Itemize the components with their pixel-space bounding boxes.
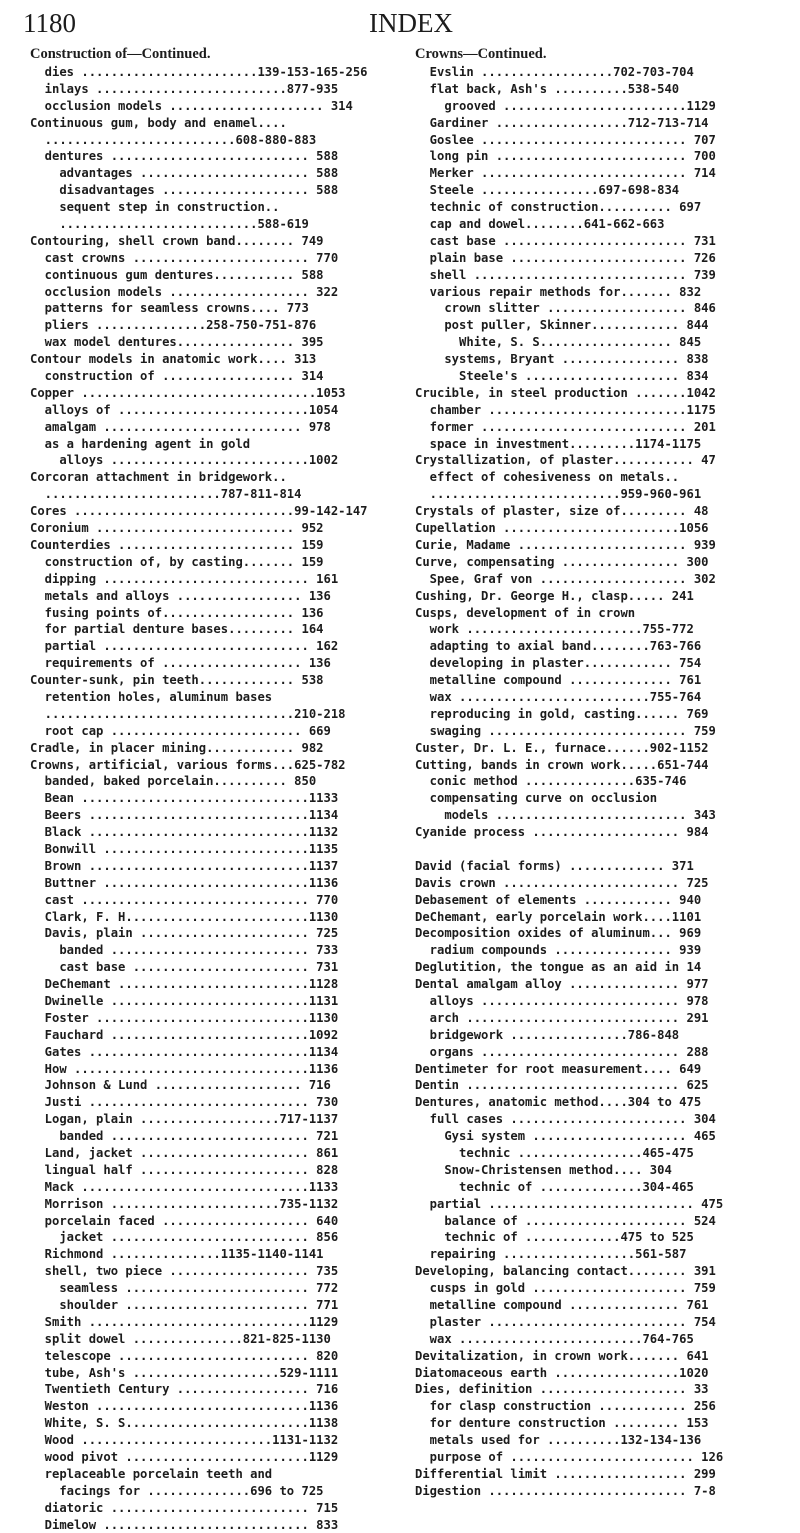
index-entry: developing in plaster............ 754 — [415, 656, 702, 671]
index-entry: bridgework ................786-848 — [415, 1027, 680, 1042]
index-entry: ..........................959-960-961 — [415, 487, 702, 502]
index-entry: models .......................... 343 — [415, 808, 716, 823]
index-entry: Gates ..............................1134 — [30, 1044, 339, 1059]
index-entry: Fauchard ...........................1092 — [30, 1027, 339, 1042]
index-entry: wood pivot .........................1129 — [30, 1450, 339, 1465]
index-entry: cast ............................... 770 — [30, 892, 339, 907]
index-entry: continuous gum dentures........... 588 — [30, 267, 324, 282]
index-entry: for clasp construction ............ 256 — [415, 1399, 716, 1414]
index-entry: flat back, Ash's ..........538-540 — [415, 81, 680, 96]
index-entry: Davis, plain ....................... 725 — [30, 926, 339, 941]
index-entry: Decomposition oxides of aluminum... 969 — [415, 926, 702, 941]
index-entry: Dies, definition .................... 33 — [415, 1382, 709, 1397]
index-entry: grooved .........................1129 — [415, 98, 716, 113]
index-entry: Merker ............................ 714 — [415, 166, 716, 181]
index-entry: Crystallization, of plaster........... 47 — [415, 453, 716, 468]
index-entry: Cusps, development of in crown — [415, 605, 636, 620]
left-column — [30, 44, 400, 1533]
index-entry: Brown ..............................1137 — [30, 858, 339, 873]
index-entry: pliers ...............258-750-751-876 — [30, 318, 317, 333]
index-entry: Contouring, shell crown band........ 749 — [30, 233, 324, 248]
index-entry: Crystals of plaster, size of......... 48 — [415, 504, 709, 519]
index-entry: Developing, balancing contact........ 391 — [415, 1264, 716, 1279]
index-entry: chamber ...........................1175 — [415, 402, 716, 417]
index-entry: Evslin ..................702-703-704 — [415, 65, 694, 79]
column-heading: Construction of—Continued. — [30, 46, 211, 62]
index-entry: sequent step in construction.. — [30, 200, 280, 215]
index-entry: Justi .............................. 730 — [30, 1095, 339, 1110]
index-entry: space in investment.........1174-1175 — [415, 436, 702, 451]
index-entry: Smith ..............................1129 — [30, 1314, 339, 1329]
index-entry: technic of .............475 to 525 — [415, 1230, 694, 1245]
index-entry: Bonwill ............................1135 — [30, 841, 339, 856]
index-entry: Contour models in anatomic work.... 313 — [30, 352, 317, 367]
index-entry: Copper ................................1053 — [30, 385, 346, 400]
page-title: INDEX — [369, 8, 453, 38]
index-entry: Mack ...............................1133 — [30, 1179, 339, 1194]
index-entry: Morrison .......................735-1132 — [30, 1196, 339, 1211]
index-entry: DeChemant ..........................1128 — [30, 977, 339, 992]
index-entry: Bean ...............................1133 — [30, 791, 339, 806]
index-entry: Cutting, bands in crown work.....651-744 — [415, 757, 709, 772]
index-entry: wax .........................764-765 — [415, 1331, 694, 1346]
index-entry: Steele's ..................... 834 — [415, 369, 709, 384]
index-entry: Richmond ...............1135-1140-1141 — [30, 1247, 324, 1262]
index-entry: technic of construction.......... 697 — [415, 200, 702, 215]
index-entry: banded ........................... 721 — [30, 1129, 339, 1144]
index-entry: reproducing in gold, casting...... 769 — [415, 706, 709, 721]
index-entry: dies ........................139-153-165-256 — [30, 65, 368, 79]
index-entry: Cupellation ........................1056 — [415, 521, 709, 536]
index-entry: wax ..........................755-764 — [415, 689, 702, 704]
index-entry: Digestion ........................... 7-8 — [415, 1483, 716, 1498]
index-entry: Weston .............................1136 — [30, 1399, 339, 1414]
index-entry: Differential limit .................. 299 — [415, 1466, 716, 1481]
index-entry: cast base ......................... 731 — [415, 233, 716, 248]
index-entry: Cores ..............................99-142-147 — [30, 504, 368, 519]
index-entry: conic method ...............635-746 — [415, 774, 687, 789]
index-entry: DeChemant, early porcelain work....1101 — [415, 909, 702, 924]
index-entry: arch ............................. 291 — [415, 1010, 709, 1025]
index-entry: Black ..............................1132 — [30, 825, 339, 840]
index-entry: Dental amalgam alloy ............... 977 — [415, 977, 709, 992]
index-entry: post puller, Skinner............ 844 — [415, 318, 709, 333]
index-entry: cusps in gold ..................... 759 — [415, 1281, 716, 1296]
index-entry: Crowns, artificial, various forms...625-782 — [30, 757, 346, 772]
index-entry: Devitalization, in crown work....... 641 — [415, 1348, 709, 1363]
index-entry: David (facial forms) ............. 371 — [415, 858, 694, 873]
index-entry: full cases ........................ 304 — [415, 1112, 716, 1127]
page-header — [0, 8, 800, 40]
index-entry: Steele ................697-698-834 — [415, 183, 680, 198]
index-entry: shell ............................. 739 — [415, 267, 716, 282]
index-entry: requirements of ................... 136 — [30, 656, 331, 671]
index-entry: partial ............................ 475 — [415, 1196, 724, 1211]
index-entry: banded ........................... 733 — [30, 943, 339, 958]
index-entry: technic of ..............304-465 — [415, 1179, 694, 1194]
index-entry: shell, two piece ................... 735 — [30, 1264, 339, 1279]
index-entry: Goslee ............................ 707 — [415, 132, 716, 147]
index-entry: Dimelow ............................ 833 — [30, 1517, 339, 1532]
index-entry: technic .................465-475 — [415, 1146, 694, 1160]
index-entry: alloys ........................... 978 — [415, 993, 709, 1008]
index-entry: dentures ........................... 588 — [30, 149, 339, 164]
index-entry: Twentieth Century .................. 716 — [30, 1382, 339, 1397]
index-entry: Debasement of elements ............ 940 — [415, 892, 702, 907]
index-entry: Beers ..............................1134 — [30, 808, 339, 823]
index-entry: for denture construction ......... 153 — [415, 1416, 709, 1431]
index-entry: Land, jacket ....................... 861 — [30, 1146, 339, 1160]
index-entry: effect of cohesiveness on metals.. — [415, 470, 680, 485]
index-entry: construction of .................. 314 — [30, 369, 324, 384]
index-entry: jacket ........................... 856 — [30, 1230, 339, 1245]
index-entry: crown slitter ................... 846 — [415, 301, 716, 316]
index-entry: swaging ........................... 759 — [415, 723, 716, 738]
index-entry: metalline compound .............. 761 — [415, 673, 702, 688]
index-entry: disadvantages .................... 588 — [30, 183, 339, 198]
index-entry: Snow-Christensen method.... 304 — [415, 1162, 672, 1177]
index-entry: ..................................210-218 — [30, 706, 346, 721]
index-entry: Wood ..........................1131-1132 — [30, 1433, 339, 1448]
index-entry: facings for ..............696 to 725 — [30, 1483, 324, 1498]
index-entry: compensating curve on occlusion — [415, 791, 658, 806]
index-entry: Cradle, in placer mining............ 982 — [30, 740, 324, 755]
right-column — [415, 44, 785, 1500]
index-entry: split dowel ...............821-825-1130 — [30, 1331, 331, 1346]
index-entry: Johnson & Lund .................... 716 — [30, 1078, 331, 1093]
index-entry: construction of, by casting....... 159 — [30, 554, 324, 569]
index-entry: Dwinelle ...........................1131 — [30, 993, 339, 1008]
index-entry: purpose of ......................... 126 — [415, 1450, 724, 1465]
index-entry: telescope .......................... 820 — [30, 1348, 339, 1363]
index-entry: alloys of ..........................1054 — [30, 402, 339, 417]
index-entry: for partial denture bases......... 164 — [30, 622, 324, 637]
index-entry: White, S. S.........................1138 — [30, 1416, 339, 1431]
index-entry: Custer, Dr. L. E., furnace......902-1152 — [415, 740, 709, 755]
index-entry: alloys ...........................1002 — [30, 453, 339, 468]
index-entry: Deglutition, the tongue as an aid in 14 — [415, 960, 702, 975]
index-entry: ..........................608-880-883 — [30, 132, 317, 147]
index-entry: White, S. S.................. 845 — [415, 335, 702, 350]
index-entry: repairing ..................561-587 — [415, 1247, 687, 1262]
index-entry — [415, 841, 785, 858]
index-entry: porcelain faced .................... 640 — [30, 1213, 339, 1228]
index-entry: metalline compound ............... 761 — [415, 1298, 709, 1313]
index-entry: long pin .......................... 700 — [415, 149, 716, 164]
index-entry: Counter-sunk, pin teeth............. 538 — [30, 673, 324, 688]
index-entry: Clark, F. H.........................1130 — [30, 909, 339, 924]
index-entry: as a hardening agent in gold — [30, 436, 251, 451]
index-entry: Curve, compensating ................ 300 — [415, 554, 709, 569]
index-entry: Cushing, Dr. George H., clasp..... 241 — [415, 588, 694, 603]
index-entry: dipping ............................ 161 — [30, 571, 339, 586]
index-entry: How ................................1136 — [30, 1061, 339, 1076]
index-entry: Cyanide process .................... 984 — [415, 825, 709, 840]
page-number: 1180 — [23, 8, 76, 38]
index-entry: tube, Ash's ....................529-1111 — [30, 1365, 339, 1380]
index-entry: Gysi system ..................... 465 — [415, 1129, 716, 1144]
index-entry: ...........................588-619 — [30, 217, 309, 232]
index-entry: adapting to axial band........763-766 — [415, 639, 702, 654]
index-entry: Foster .............................1130 — [30, 1010, 339, 1025]
index-entry: cast base ........................ 731 — [30, 960, 339, 975]
index-entry: plaster ........................... 754 — [415, 1314, 716, 1329]
index-entry: various repair methods for....... 832 — [415, 284, 702, 299]
index-entry: Davis crown ........................ 725 — [415, 875, 709, 890]
index-entry: advantages ....................... 588 — [30, 166, 339, 181]
index-entry: balance of ...................... 524 — [415, 1213, 716, 1228]
index-entry: Buttner ............................1136 — [30, 875, 339, 890]
index-entry: metals and alloys ................. 136 — [30, 588, 331, 603]
index-entry: cap and dowel........641-662-663 — [415, 217, 665, 232]
index-entry: work ........................755-772 — [415, 622, 694, 637]
index-entry: metals used for ..........132-134-136 — [415, 1433, 702, 1448]
index-entry: Dentin ............................. 625 — [415, 1078, 709, 1093]
index-entry: Counterdies ........................ 159 — [30, 537, 324, 552]
index-entry: Coronium ........................... 952 — [30, 521, 324, 536]
index-entry: inlays ..........................877-935 — [30, 81, 339, 96]
index-entry: organs ........................... 288 — [415, 1044, 709, 1059]
index-entry: cast crowns ........................ 770 — [30, 250, 339, 265]
index-entry: occlusion models ................... 322 — [30, 284, 339, 299]
column-heading: Crowns—Continued. — [415, 46, 547, 62]
index-entry: banded, baked porcelain.......... 850 — [30, 774, 317, 789]
index-entry: systems, Bryant ................ 838 — [415, 352, 709, 367]
index-entry: Gardiner ..................712-713-714 — [415, 115, 709, 130]
index-entry: Dentimeter for root measurement.... 649 — [415, 1061, 702, 1076]
index-entry: wax model dentures................ 395 — [30, 335, 324, 350]
index-entry: Dentures, anatomic method....304 to 475 — [415, 1095, 702, 1110]
index-entry: Curie, Madame ....................... 939 — [415, 537, 716, 552]
index-entry: plain base ........................ 726 — [415, 250, 716, 265]
index-entry: former ............................ 201 — [415, 419, 716, 434]
index-entry: partial ............................ 162 — [30, 639, 339, 654]
index-entry: root cap .......................... 669 — [30, 723, 331, 738]
index-entry: shoulder ......................... 771 — [30, 1298, 339, 1313]
index-entry: Continuous gum, body and enamel.... — [30, 115, 287, 130]
index-entry: radium compounds ................ 939 — [415, 943, 702, 958]
index-entry: ........................787-811-814 — [30, 487, 302, 502]
index-entry: Corcoran attachment in bridgework.. — [30, 470, 287, 485]
index-entry: seamless ......................... 772 — [30, 1281, 339, 1296]
index-entry: fusing points of.................. 136 — [30, 605, 324, 620]
index-entry: lingual half ....................... 828 — [30, 1162, 339, 1177]
index-entry: occlusion models ..................... 314 — [30, 98, 353, 113]
index-entry: retention holes, aluminum bases — [30, 689, 273, 704]
index-entry: replaceable porcelain teeth and — [30, 1466, 273, 1481]
index-entry: diatoric ........................... 715 — [30, 1500, 339, 1515]
index-entry: Logan, plain ...................717-1137 — [30, 1112, 339, 1127]
index-entry: Diatomaceous earth .................1020 — [415, 1365, 709, 1380]
index-entry: amalgam ........................... 978 — [30, 419, 331, 434]
index-entry: patterns for seamless crowns.... 773 — [30, 301, 309, 316]
index-entry: Crucible, in steel production .......1042 — [415, 385, 716, 400]
index-entry: Spee, Graf von .................... 302 — [415, 571, 716, 586]
